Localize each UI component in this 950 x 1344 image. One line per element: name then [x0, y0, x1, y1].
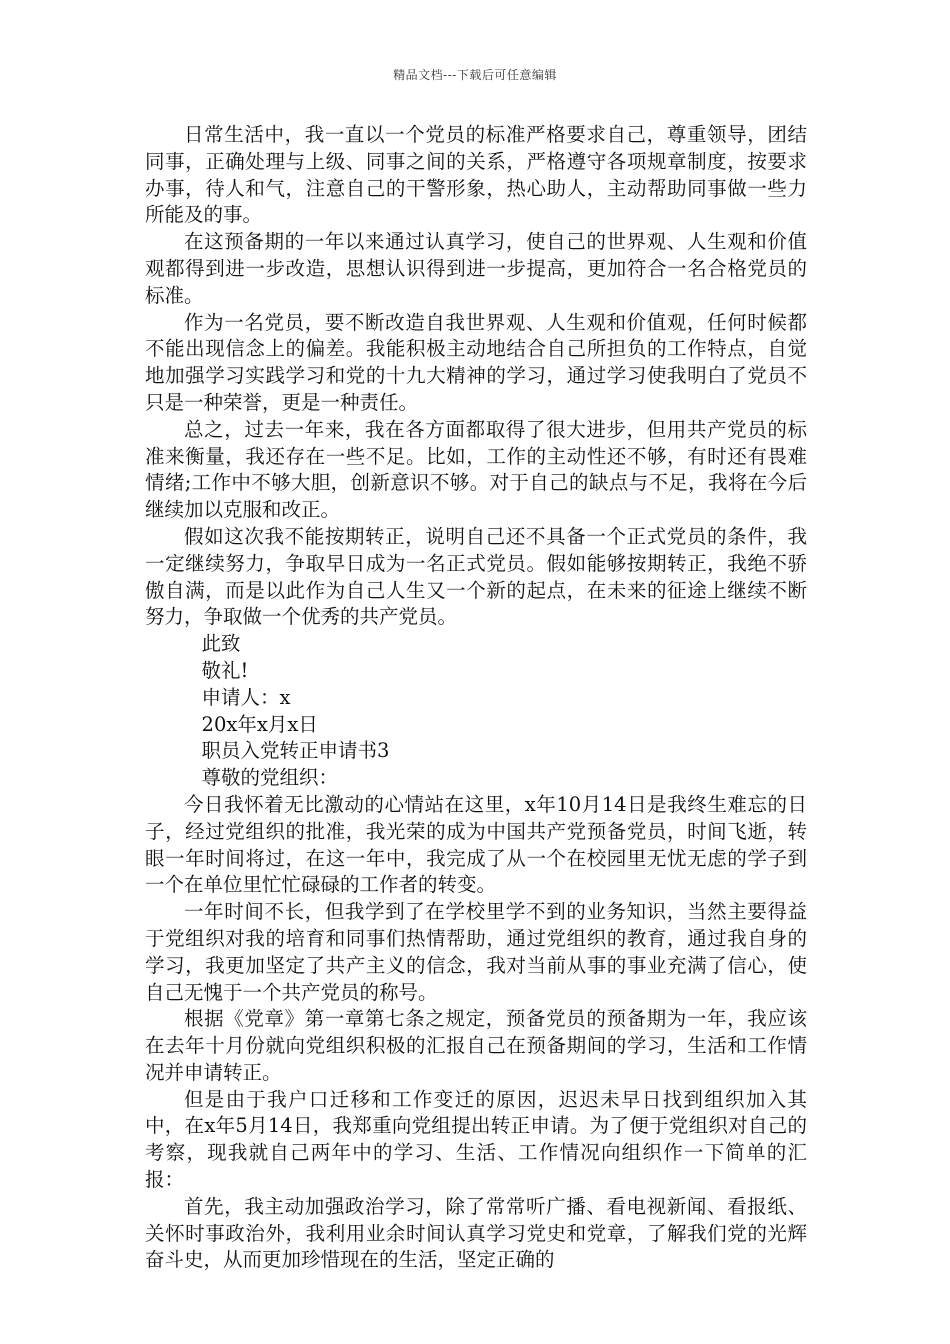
letter-3-paragraph-growth: 一年时间不长，但我学到了在学校里学不到的业务知识，当然主要得益于党组织对我的培育和同事们热情帮助，通过党组织的教育，通过我自身的学习，我更加坚定了共产主义的信念，我对当前从事的事业充满了信心，使自己无愧于一个共产党员的称号。 [145, 900, 807, 1004]
paragraph-worldview: 在这预备期的一年以来通过认真学习，使自己的世界观、人生观和价值观都得到进一步改造，思想认识得到进一步提高，更加符合一名合格党员的标准。 [145, 230, 807, 307]
paragraph-party-member-duty: 作为一名党员，要不断改造自我世界观、人生观和价值观，任何时候都不能出现信念上的偏差。我能积极主动地结合自己所担负的工作特点，自觉地加强学习实践学习和党的十九大精神的学习，通过学习使我明白了党员不只是一种荣誉，更是一种责任。 [145, 310, 807, 414]
paragraph-summary: 总之，过去一年来，我在各方面都取得了很大进步，但用共产党员的标准来衡量，我还存在一些不足。比如，工作的主动性还不够，有时还有畏难情绪;工作中不够大胆，创新意识不够。对于自己的缺点与不足，我将在今后继续加以克服和改正。 [145, 417, 807, 522]
letter-3-paragraph-political-study: 首先，我主动加强政治学习，除了常常听广播、看电视新闻、看报纸、关怀时事政治外，我利用业余时间认真学习党史和党章，了解我们党的光辉奋斗史，从而更加珍惜现在的生活，坚定正确的 [145, 1194, 807, 1272]
applicant-signature: 申请人：x [201, 685, 291, 709]
document-body [145, 122, 807, 1274]
paragraph-conclusion: 假如这次我不能按期转正，说明自己还不具备一个正式党员的条件，我一定继续努力，争取早日成为一名正式党员。假如能够按期转正，我绝不骄傲自满，而是以此作为自己人生又一个新的起点，在未来的征途上继续不断努力，争取做一个优秀的共产党员。 [145, 524, 807, 629]
closing-regards: 敬礼! [201, 658, 249, 682]
letter-3-greeting: 尊敬的党组织： [201, 766, 339, 790]
letter-3-paragraph-charter: 根据《党章》第一章第七条之规定，预备党员的预备期为一年，我应该在去年十月份就向党组织积极的汇报自己在预备期间的学习，生活和工作情况并申请转正。 [145, 1007, 807, 1084]
application-date: 20x年x月x日 [201, 712, 318, 736]
letter-3-title: 职员入党转正申请书3 [201, 739, 390, 763]
closing-salutation: 此致 [201, 632, 241, 656]
letter-3-paragraph-delay: 但是由于我户口迁移和工作变迁的原因，迟迟未早日找到组织加入其中，在x年5月14日，我郑重向党组提出转正申请。为了便于党组织对自己的考察，现我就自己两年中的学习、生活、工作情况向组织作一下简单的汇报： [145, 1087, 807, 1192]
paragraph-daily-conduct: 日常生活中，我一直以一个党员的标准严格要求自己，尊重领导，团结同事，正确处理与上级、同事之间的关系，严格遵守各项规章制度，按要求办事，待人和气，注意自己的干警形象，热心助人，主动帮助同事做一些力所能及的事。 [145, 123, 807, 227]
page-header: 精品文档---下载后可任意编辑 [393, 68, 557, 82]
letter-3-paragraph-intro: 今日我怀着无比激动的心情站在这里，x年10月14日是我终生难忘的日子，经过党组织的批准，我光荣的成为中国共产党预备党员，时间飞逝，转眼一年时间将过，在这一年中，我完成了从一个在校园里无忧无虑的学子到一个在单位里忙忙碌碌的工作者的转变。 [145, 792, 807, 897]
